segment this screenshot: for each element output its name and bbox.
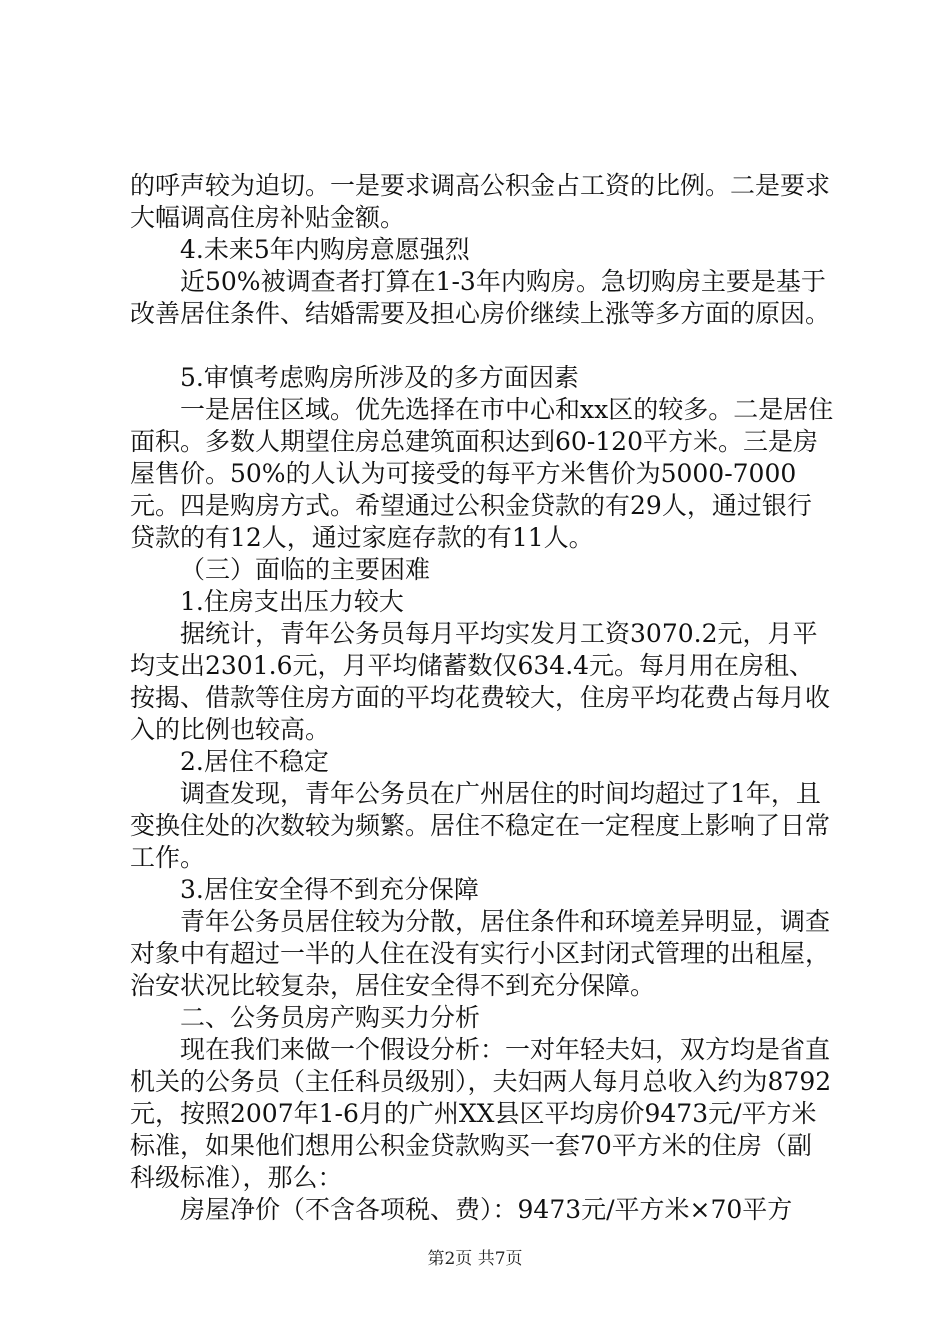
paragraph: 4.未来5年内购房意愿强烈 — [180, 235, 470, 264]
paragraph: 调查发现，青年公务员在广州居住的时间均超过了1年，且变换住处的次数较为频繁。居住不稳定在一定程度上影响了日常工作。 — [130, 779, 831, 872]
paragraph: 近50%被调查者打算在1-3年内购房。急切购房主要是基于改善居住条件、结婚需要及担心房价继续上涨等多方面的原因。 — [130, 267, 831, 328]
paragraph: 二、公务员房产购买力分析 — [180, 1003, 481, 1032]
page-footer: 第2页 共7页 — [427, 1249, 523, 1269]
paragraph: （三）面临的主要困难 — [180, 555, 431, 584]
paragraph: 青年公务员居住较为分散，居住条件和环境差异明显，调查对象中有超过一半的人住在没有实行小区封闭式管理的出租屋，治安状况比较复杂，居住安全得不到充分保障。 — [130, 907, 831, 1000]
paragraph: 3.居住安全得不到充分保障 — [180, 875, 479, 904]
paragraph: 的呼声较为迫切。一是要求调高公积金占工资的比例。二是要求大幅调高住房补贴金额。 — [130, 171, 831, 232]
paragraph: 1.住房支出压力较大 — [180, 587, 404, 616]
paragraph: 5.审慎考虑购房所涉及的多方面因素 — [180, 363, 579, 392]
document-body — [130, 170, 835, 1226]
paragraph: 房屋净价（不含各项税、费）：9473元/平方米×70平方 — [180, 1195, 793, 1224]
paragraph: 现在我们来做一个假设分析：一对年轻夫妇，双方均是省直机关的公务员（主任科员级别），夫妇两人每月总收入约为8792元，按照2007年1-6月的广州XX县区平均房价9473元/平方米标准，如果他们想用公积金贷款购买一套70平方米的住房（副科级标准），那么： — [130, 1035, 832, 1192]
paragraph: 据统计，青年公务员每月平均实发月工资3070.2元，月平均支出2301.6元，月平均储蓄数仅634.4元。每月用在房租、按揭、借款等住房方面的平均花费较大，住房平均花费占每月收入的比例也较高。 — [130, 619, 831, 744]
paragraph: 一是居住区域。优先选择在市中心和xx区的较多。二是居住面积。多数人期望住房总建筑面积达到60-120平方米。三是房屋售价。50%的人认为可接受的每平方米售价为5000-7000元。四是购房方式。希望通过公积金贷款的有29人，通过银行贷款的有12人，通过家庭存款的有11人。 — [130, 395, 834, 552]
paragraph: 2.居住不稳定 — [180, 747, 329, 776]
